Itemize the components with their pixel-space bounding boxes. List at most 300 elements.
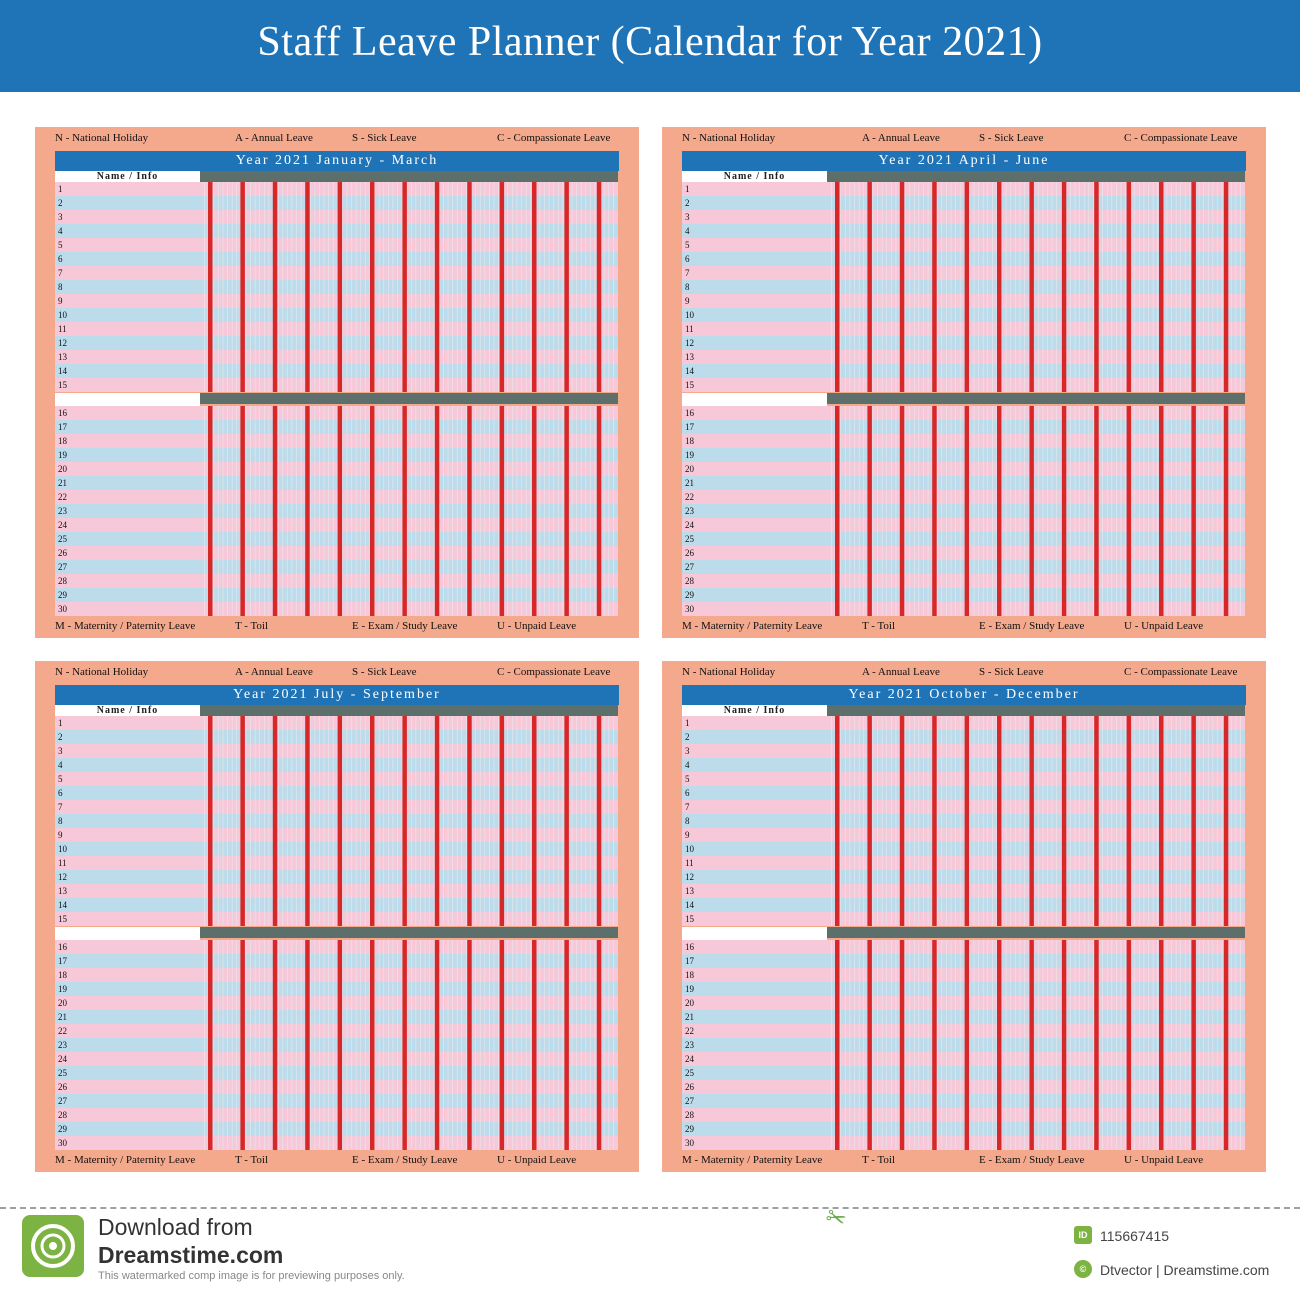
weekend-column (338, 716, 343, 926)
staff-row[interactable]: 21 (682, 1010, 827, 1024)
staff-row[interactable]: 25 (682, 1066, 827, 1080)
weekend-column (900, 182, 905, 392)
staff-row[interactable]: 13 (55, 350, 200, 364)
staff-row[interactable]: 20 (55, 996, 200, 1010)
name-info-header: Name / Info (682, 171, 827, 182)
weekend-column (1159, 406, 1164, 616)
image-id: 115667415 (1100, 1228, 1170, 1244)
weekend-column (1127, 716, 1132, 926)
weekend-column (867, 716, 872, 926)
staff-row[interactable]: 12 (55, 336, 200, 350)
legend-top (662, 666, 1266, 682)
staff-row[interactable]: 22 (682, 490, 827, 504)
weekend-column (532, 406, 537, 616)
weekend-column (900, 716, 905, 926)
day-grid-top[interactable] (200, 182, 618, 392)
staff-row[interactable]: 28 (55, 574, 200, 588)
legend-item: N - National Holiday (682, 132, 776, 144)
staff-row[interactable]: 4 (55, 758, 200, 772)
staff-row[interactable]: 15 (682, 912, 827, 926)
staff-row[interactable]: 30 (55, 602, 200, 616)
weekend-column (370, 182, 375, 392)
staff-row[interactable]: 7 (55, 266, 200, 280)
weekend-column (402, 182, 407, 392)
day-header-row (827, 927, 1245, 938)
weekend-column (835, 182, 840, 392)
weekend-column (1191, 182, 1196, 392)
weekend-column (564, 940, 569, 1150)
staff-row[interactable]: 20 (682, 996, 827, 1010)
staff-row[interactable]: 13 (55, 884, 200, 898)
staff-row[interactable]: 6 (682, 252, 827, 266)
weekend-column (997, 182, 1002, 392)
weekend-column (338, 940, 343, 1150)
download-label: Download from (98, 1214, 253, 1240)
legend-item: U - Unpaid Leave (1124, 1154, 1204, 1166)
staff-row[interactable]: 6 (682, 786, 827, 800)
name-info-header: Name / Info (55, 705, 200, 716)
legend-top (35, 132, 639, 148)
weekend-column (932, 716, 937, 926)
weekend-column (1029, 182, 1034, 392)
weekend-column (997, 406, 1002, 616)
staff-row[interactable]: 28 (682, 1108, 827, 1122)
staff-row[interactable]: 15 (55, 912, 200, 926)
staff-row[interactable]: 7 (682, 800, 827, 814)
scissors-icon: ✂ (821, 1201, 851, 1235)
copyright-icon: © (1074, 1260, 1092, 1278)
staff-row[interactable]: 16 (55, 406, 200, 420)
staff-row[interactable]: 24 (682, 518, 827, 532)
weekend-column (1224, 406, 1229, 616)
staff-row[interactable]: 3 (55, 744, 200, 758)
weekend-column (965, 182, 970, 392)
staff-row[interactable]: 20 (55, 462, 200, 476)
staff-row[interactable]: 14 (55, 364, 200, 378)
weekend-column (208, 940, 213, 1150)
staff-row[interactable]: 18 (55, 968, 200, 982)
quarter-title: Year 2021 January - March (55, 151, 619, 171)
quarter-title: Year 2021 October - December (682, 685, 1246, 705)
staff-row[interactable]: 1 (55, 716, 200, 730)
weekend-column (835, 406, 840, 616)
weekend-column (273, 940, 278, 1150)
footer-divider (0, 1207, 1300, 1209)
staff-row[interactable]: 9 (55, 828, 200, 842)
staff-row[interactable]: 13 (682, 350, 827, 364)
staff-row[interactable]: 29 (55, 1122, 200, 1136)
staff-row[interactable]: 8 (55, 280, 200, 294)
weekend-column (402, 406, 407, 616)
weekend-column (305, 940, 310, 1150)
site-label[interactable]: Dreamstime.com (98, 1242, 284, 1268)
staff-row[interactable]: 1 (682, 716, 827, 730)
staff-row[interactable]: 18 (682, 968, 827, 982)
staff-row[interactable]: 27 (55, 1094, 200, 1108)
staff-row[interactable]: 5 (682, 772, 827, 786)
staff-row[interactable]: 10 (682, 308, 827, 322)
page-title: Staff Leave Planner (Calendar for Year 2021) (257, 19, 1043, 65)
weekend-column (532, 182, 537, 392)
staff-row[interactable]: 16 (55, 940, 200, 954)
staff-row[interactable]: 23 (55, 1038, 200, 1052)
staff-row[interactable]: 26 (682, 546, 827, 560)
legend-item: N - National Holiday (55, 132, 149, 144)
legend-item: C - Compassionate Leave (497, 666, 611, 678)
staff-row[interactable]: 30 (55, 1136, 200, 1150)
weekend-column (305, 182, 310, 392)
staff-row[interactable]: 24 (682, 1052, 827, 1066)
staff-row[interactable]: 4 (682, 758, 827, 772)
staff-row[interactable]: 21 (55, 1010, 200, 1024)
staff-row[interactable]: 16 (682, 406, 827, 420)
staff-row[interactable]: 14 (682, 898, 827, 912)
weekend-column (338, 406, 343, 616)
legend-item: E - Exam / Study Leave (979, 620, 1085, 632)
dreamstime-logo-icon (22, 1215, 84, 1277)
weekend-column (370, 406, 375, 616)
staff-row[interactable]: 3 (682, 744, 827, 758)
quarter-panel (662, 661, 1266, 1172)
weekend-column (500, 406, 505, 616)
section-gap (682, 927, 827, 940)
legend-item: A - Annual Leave (235, 132, 313, 144)
weekend-column (965, 406, 970, 616)
staff-row[interactable]: 29 (682, 588, 827, 602)
weekend-column (240, 716, 245, 926)
legend-item: U - Unpaid Leave (1124, 620, 1204, 632)
staff-row[interactable]: 18 (55, 434, 200, 448)
day-grid-bottom[interactable] (827, 406, 1245, 616)
weekend-column (1094, 940, 1099, 1150)
staff-row[interactable]: 19 (682, 982, 827, 996)
weekend-column (500, 940, 505, 1150)
weekend-column (564, 406, 569, 616)
staff-row[interactable]: 28 (55, 1108, 200, 1122)
legend-item: T - Toil (235, 620, 269, 632)
weekend-column (273, 182, 278, 392)
staff-row[interactable]: 26 (55, 546, 200, 560)
section-gap (55, 927, 200, 940)
weekend-column (273, 716, 278, 926)
staff-row[interactable]: 10 (55, 842, 200, 856)
weekend-column (1062, 182, 1067, 392)
weekend-column (1224, 182, 1229, 392)
staff-row[interactable]: 24 (55, 1052, 200, 1066)
weekend-column (370, 716, 375, 926)
staff-row[interactable]: 27 (682, 1094, 827, 1108)
id-badge-icon: ID (1074, 1226, 1092, 1244)
staff-row[interactable]: 30 (682, 1136, 827, 1150)
staff-row[interactable]: 21 (682, 476, 827, 490)
staff-row[interactable]: 19 (55, 448, 200, 462)
weekend-column (305, 716, 310, 926)
legend-item: M - Maternity / Paternity Leave (55, 1154, 196, 1166)
day-header-row (200, 927, 618, 938)
staff-row[interactable]: 9 (682, 828, 827, 842)
weekend-column (997, 716, 1002, 926)
weekend-column (932, 406, 937, 616)
staff-row[interactable]: 25 (55, 1066, 200, 1080)
legend-item: C - Compassionate Leave (1124, 666, 1238, 678)
staff-row[interactable]: 14 (682, 364, 827, 378)
quarter-title: Year 2021 July - September (55, 685, 619, 705)
day-grid-top[interactable] (200, 716, 618, 926)
staff-row[interactable]: 12 (55, 870, 200, 884)
staff-row[interactable]: 26 (55, 1080, 200, 1094)
staff-row[interactable]: 6 (55, 786, 200, 800)
legend-item: A - Annual Leave (862, 666, 940, 678)
staff-row[interactable]: 17 (682, 954, 827, 968)
legend-top (35, 666, 639, 682)
weekend-column (208, 716, 213, 926)
staff-row[interactable]: 11 (682, 856, 827, 870)
legend-item: C - Compassionate Leave (1124, 132, 1238, 144)
weekend-column (435, 716, 440, 926)
weekend-column (467, 940, 472, 1150)
weekend-column (402, 940, 407, 1150)
staff-row[interactable]: 19 (55, 982, 200, 996)
staff-row[interactable]: 7 (55, 800, 200, 814)
staff-row[interactable]: 26 (682, 1080, 827, 1094)
weekend-column (900, 406, 905, 616)
legend-item: C - Compassionate Leave (497, 132, 611, 144)
title-banner (0, 0, 1300, 92)
legend-item: E - Exam / Study Leave (352, 620, 458, 632)
staff-row[interactable]: 28 (682, 574, 827, 588)
weekend-column (597, 940, 602, 1150)
staff-row[interactable]: 22 (682, 1024, 827, 1038)
legend-item: E - Exam / Study Leave (979, 1154, 1085, 1166)
legend-item: A - Annual Leave (235, 666, 313, 678)
weekend-column (867, 406, 872, 616)
weekend-column (435, 182, 440, 392)
staff-row[interactable]: 15 (682, 378, 827, 392)
weekend-column (867, 182, 872, 392)
weekend-column (1224, 940, 1229, 1150)
staff-row[interactable]: 25 (55, 532, 200, 546)
name-info-header: Name / Info (55, 171, 200, 182)
staff-row[interactable]: 24 (55, 518, 200, 532)
weekend-column (208, 406, 213, 616)
image-credit: Dtvector | Dreamstime.com (1100, 1262, 1270, 1278)
staff-row[interactable]: 21 (55, 476, 200, 490)
staff-row[interactable]: 3 (55, 210, 200, 224)
weekend-column (1191, 940, 1196, 1150)
weekend-column (208, 182, 213, 392)
weekend-column (532, 940, 537, 1150)
legend-bottom (35, 620, 639, 636)
staff-row[interactable]: 8 (682, 814, 827, 828)
weekend-column (1191, 716, 1196, 926)
day-grid-top[interactable] (827, 716, 1245, 926)
weekend-column (900, 940, 905, 1150)
staff-row[interactable]: 22 (55, 1024, 200, 1038)
staff-row[interactable]: 17 (55, 420, 200, 434)
weekend-column (965, 716, 970, 926)
staff-row[interactable]: 17 (55, 954, 200, 968)
day-grid-top[interactable] (827, 182, 1245, 392)
weekend-column (305, 406, 310, 616)
weekend-column (467, 182, 472, 392)
staff-row[interactable]: 16 (682, 940, 827, 954)
staff-row[interactable]: 19 (682, 448, 827, 462)
day-grid-bottom[interactable] (200, 406, 618, 616)
weekend-column (402, 716, 407, 926)
staff-row[interactable]: 12 (682, 336, 827, 350)
staff-row[interactable]: 10 (55, 308, 200, 322)
staff-row[interactable]: 11 (682, 322, 827, 336)
legend-item: E - Exam / Study Leave (352, 1154, 458, 1166)
staff-row[interactable]: 29 (682, 1122, 827, 1136)
staff-row[interactable]: 2 (682, 196, 827, 210)
staff-row[interactable]: 11 (55, 322, 200, 336)
staff-row[interactable]: 9 (682, 294, 827, 308)
staff-row[interactable]: 13 (682, 884, 827, 898)
weekend-column (965, 940, 970, 1150)
weekend-column (435, 406, 440, 616)
legend-item: T - Toil (235, 1154, 269, 1166)
staff-row[interactable]: 5 (682, 238, 827, 252)
quarter-title: Year 2021 April - June (682, 151, 1246, 171)
legend-item: A - Annual Leave (862, 132, 940, 144)
weekend-column (1029, 716, 1034, 926)
weekend-column (1224, 716, 1229, 926)
weekend-column (435, 940, 440, 1150)
weekend-column (1062, 716, 1067, 926)
weekend-column (240, 940, 245, 1150)
watermark-note: This watermarked comp image is for previewing purposes only. (98, 1270, 405, 1282)
staff-row[interactable]: 3 (682, 210, 827, 224)
weekend-column (467, 716, 472, 926)
staff-row[interactable]: 2 (55, 730, 200, 744)
weekend-column (338, 182, 343, 392)
weekend-column (1191, 406, 1196, 616)
staff-row[interactable]: 11 (55, 856, 200, 870)
weekend-column (240, 406, 245, 616)
weekend-column (835, 940, 840, 1150)
weekend-column (240, 182, 245, 392)
weekend-column (564, 182, 569, 392)
day-grid-bottom[interactable] (827, 940, 1245, 1150)
weekend-column (1094, 716, 1099, 926)
staff-row[interactable]: 2 (682, 730, 827, 744)
staff-row[interactable]: 17 (682, 420, 827, 434)
name-info-header: Name / Info (682, 705, 827, 716)
legend-item: T - Toil (862, 620, 896, 632)
staff-row[interactable]: 4 (682, 224, 827, 238)
legend-bottom (662, 1154, 1266, 1170)
weekend-column (1127, 406, 1132, 616)
staff-row[interactable]: 18 (682, 434, 827, 448)
legend-item: U - Unpaid Leave (497, 1154, 577, 1166)
legend-item: U - Unpaid Leave (497, 620, 577, 632)
legend-bottom (662, 620, 1266, 636)
weekend-column (597, 406, 602, 616)
legend-item: M - Maternity / Paternity Leave (682, 1154, 823, 1166)
weekend-column (1159, 716, 1164, 926)
day-header-row (827, 393, 1245, 404)
weekend-column (1094, 182, 1099, 392)
legend-item: S - Sick Leave (352, 666, 417, 678)
staff-row[interactable]: 12 (682, 870, 827, 884)
weekend-column (1127, 940, 1132, 1150)
staff-row[interactable]: 14 (55, 898, 200, 912)
weekend-column (597, 716, 602, 926)
staff-row[interactable]: 30 (682, 602, 827, 616)
weekend-column (867, 940, 872, 1150)
weekend-column (1127, 182, 1132, 392)
legend-item: M - Maternity / Paternity Leave (682, 620, 823, 632)
weekend-column (1094, 406, 1099, 616)
section-gap (682, 393, 827, 406)
weekend-column (835, 716, 840, 926)
staff-row[interactable]: 29 (55, 588, 200, 602)
staff-row[interactable]: 8 (682, 280, 827, 294)
weekend-column (932, 182, 937, 392)
staff-row[interactable]: 22 (55, 490, 200, 504)
staff-row[interactable]: 23 (682, 1038, 827, 1052)
staff-row[interactable]: 27 (682, 560, 827, 574)
legend-top (662, 132, 1266, 148)
staff-row[interactable]: 23 (682, 504, 827, 518)
quarter-panel (662, 127, 1266, 638)
staff-row[interactable]: 8 (55, 814, 200, 828)
staff-row[interactable]: 5 (55, 238, 200, 252)
staff-row[interactable]: 1 (682, 182, 827, 196)
weekend-column (564, 716, 569, 926)
staff-row[interactable]: 1 (55, 182, 200, 196)
staff-row[interactable]: 10 (682, 842, 827, 856)
staff-row[interactable]: 2 (55, 196, 200, 210)
staff-row[interactable]: 4 (55, 224, 200, 238)
legend-bottom (35, 1154, 639, 1170)
quarter-panel (35, 661, 639, 1172)
staff-row[interactable]: 15 (55, 378, 200, 392)
weekend-column (597, 182, 602, 392)
legend-item: N - National Holiday (682, 666, 776, 678)
staff-row[interactable]: 25 (682, 532, 827, 546)
weekend-column (273, 406, 278, 616)
staff-row[interactable]: 20 (682, 462, 827, 476)
weekend-column (1029, 406, 1034, 616)
quarter-panel (35, 127, 639, 638)
legend-item: T - Toil (862, 1154, 896, 1166)
legend-item: S - Sick Leave (352, 132, 417, 144)
day-header-row (200, 393, 618, 404)
staff-row[interactable]: 23 (55, 504, 200, 518)
weekend-column (1029, 940, 1034, 1150)
weekend-column (1159, 182, 1164, 392)
staff-row[interactable]: 7 (682, 266, 827, 280)
weekend-column (932, 940, 937, 1150)
legend-item: N - National Holiday (55, 666, 149, 678)
staff-row[interactable]: 9 (55, 294, 200, 308)
staff-row[interactable]: 5 (55, 772, 200, 786)
weekend-column (467, 406, 472, 616)
section-gap (55, 393, 200, 406)
day-grid-bottom[interactable] (200, 940, 618, 1150)
staff-row[interactable]: 27 (55, 560, 200, 574)
weekend-column (997, 940, 1002, 1150)
weekend-column (532, 716, 537, 926)
weekend-column (500, 182, 505, 392)
day-header-row (200, 705, 618, 716)
staff-row[interactable]: 6 (55, 252, 200, 266)
weekend-column (370, 940, 375, 1150)
legend-item: M - Maternity / Paternity Leave (55, 620, 196, 632)
weekend-column (1159, 940, 1164, 1150)
